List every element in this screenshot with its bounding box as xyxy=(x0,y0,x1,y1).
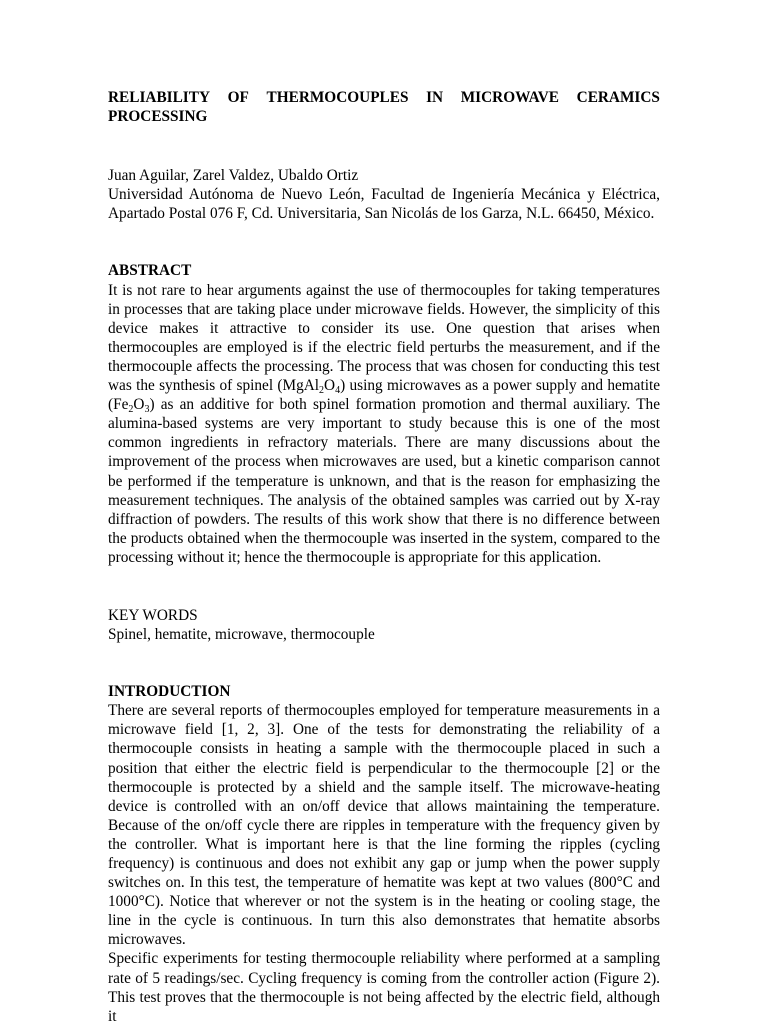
abstract-text: It is not rare to hear arguments against the use of thermocouples for taking temperatures in processes that are taking place under microwave fields. However, the simplicity of this device makes it attractive to consider its use. One question that arises when thermocouples are employed is if the electric field perturbs the measurement, and if the thermocouple affects the processing. The process that was chosen for conducting this test was the synthesis of spinel $(MgAl_2O_4)$ using microwaves as a power supply and hematite $(Fe_2O_3)$ as an additive for both spinel formation promotion and thermal auxiliary. The alumina-based systems are very important to study because this is one of the most common ingredients in refractory materials. There are many discussions about the improvement of the process when microwaves are used, but a kinetic comparison cannot be performed if the temperature is unknown, and that is the reason for emphasizing the measurement techniques. The analysis of the obtained samples was carried out by X-ray diffraction of powders. The results of this work show that there is no difference between the products obtained when the thermocouple was inserted in the system, compared to the processing without it; hence the thermocouple is appropriate for this application. xyxy=(108,281,660,566)
title-word: MICROWAVE xyxy=(460,89,560,106)
introduction-paragraph-2: Specific experiments for testing thermocouple reliability where performed at a sampling rate of 5 readings/sec. Cycling frequency is coming from the controller action (Figure 2). This test proves that the thermocouple is not being affected by the electric field, although it xyxy=(108,950,660,1025)
introduction-heading: INTRODUCTION xyxy=(108,683,231,701)
introduction-paragraph-1: There are several reports of thermocouples employed for temperature measurements in a microwave field [1, 2, 3]. One of the tests for demonstrating the reliability of a thermocouple consists in heating a sample with the thermocouple placed in such a position that either the electric field is perpendicular to the thermocouple [2] or the thermocouple is protected by a shield and the sample itself. The microwave-heating device is controlled with an on/off device that allows maintaining the temperature. Because of the on/off cycle there are ripples in temperature with the frequency given by the controller. What is important here is that the line forming the ripples (cycling frequency) is continuous and does not exhibit any gap or jump when the power supply switches on. In this test, the temperature of hematite was kept at two values (800°C and 1000°C). Notice that wherever or not the system is in the heating or cooling stage, the line in the cycle is continuous. In turn this also demonstrates that hematite absorbs microwaves. xyxy=(108,702,660,949)
paper-title xyxy=(108,88,660,126)
title-word: OF xyxy=(227,89,249,106)
author-list: Juan Aguilar, Zarel Valdez, Ubaldo Ortiz xyxy=(108,167,359,185)
keywords-text: Spinel, hematite, microwave, thermocouple xyxy=(108,626,375,644)
title-word: IN xyxy=(426,89,444,106)
title-word: THERMOCOUPLES xyxy=(266,89,409,106)
title-line-1 xyxy=(108,88,660,107)
title-line-2: PROCESSING xyxy=(108,108,208,126)
keywords-section xyxy=(108,606,660,644)
title-word: RELIABILITY xyxy=(108,89,211,106)
title-word: CERAMICS xyxy=(576,89,660,106)
keywords-heading: KEY WORDS xyxy=(108,606,198,624)
abstract-heading: ABSTRACT xyxy=(108,262,192,280)
affiliation: Universidad Autónoma de Nuevo León, Facultad de Ingeniería Mecánica y Eléctrica, Apartado Postal 076 F, Cd. Universitaria, San Nicolás de los Garza, N.L. 66450, México. xyxy=(108,186,660,223)
